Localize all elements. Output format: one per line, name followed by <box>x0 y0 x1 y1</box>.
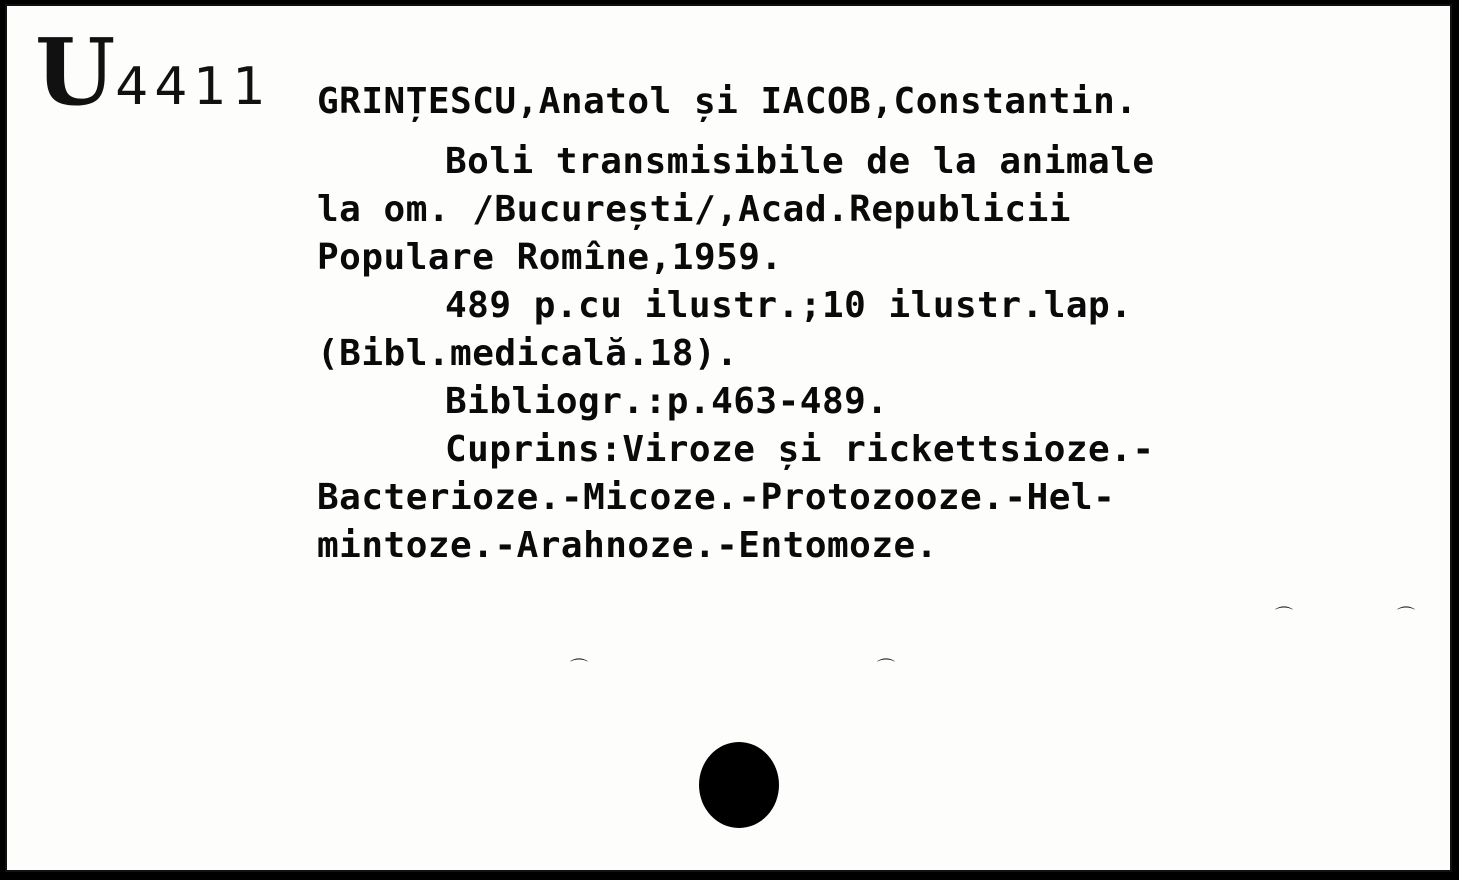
title-line: Boli transmisibile de la animale <box>445 141 1155 182</box>
collation-line: 489 p.cu ilustr.;10 ilustr.lap. <box>445 285 1133 326</box>
imprint-line: la om. /București/,Acad.Republicii <box>317 189 1071 230</box>
speck-mark: ⌒ <box>1275 606 1293 627</box>
catalog-card <box>5 4 1452 872</box>
contents-note: Bacterioze.-Micoze.-Protozooze.-Hel- <box>317 477 1116 518</box>
speck-mark: ⌒ <box>877 658 895 679</box>
bibliography-note: Bibliogr.:p.463-489. <box>445 381 889 422</box>
call-number-letter: U <box>35 18 116 126</box>
author-heading: GRINȚESCU,Anatol și IACOB,Constantin. <box>317 81 1138 122</box>
contents-note: Cuprins:Viroze și rickettsioze.- <box>445 429 1155 470</box>
bibliographic-entry <box>317 78 1447 570</box>
series-line: (Bibl.medicală.18). <box>317 333 739 374</box>
punch-hole <box>699 742 779 828</box>
call-number <box>35 18 272 126</box>
imprint-line: Populare Romîne,1959. <box>317 237 783 278</box>
contents-note: mintoze.-Arahnoze.-Entomoze. <box>317 525 938 566</box>
speck-mark: ⌒ <box>1397 606 1415 627</box>
speck-mark: ⌒ <box>570 658 588 679</box>
call-number-digits: 4411 <box>115 57 272 117</box>
